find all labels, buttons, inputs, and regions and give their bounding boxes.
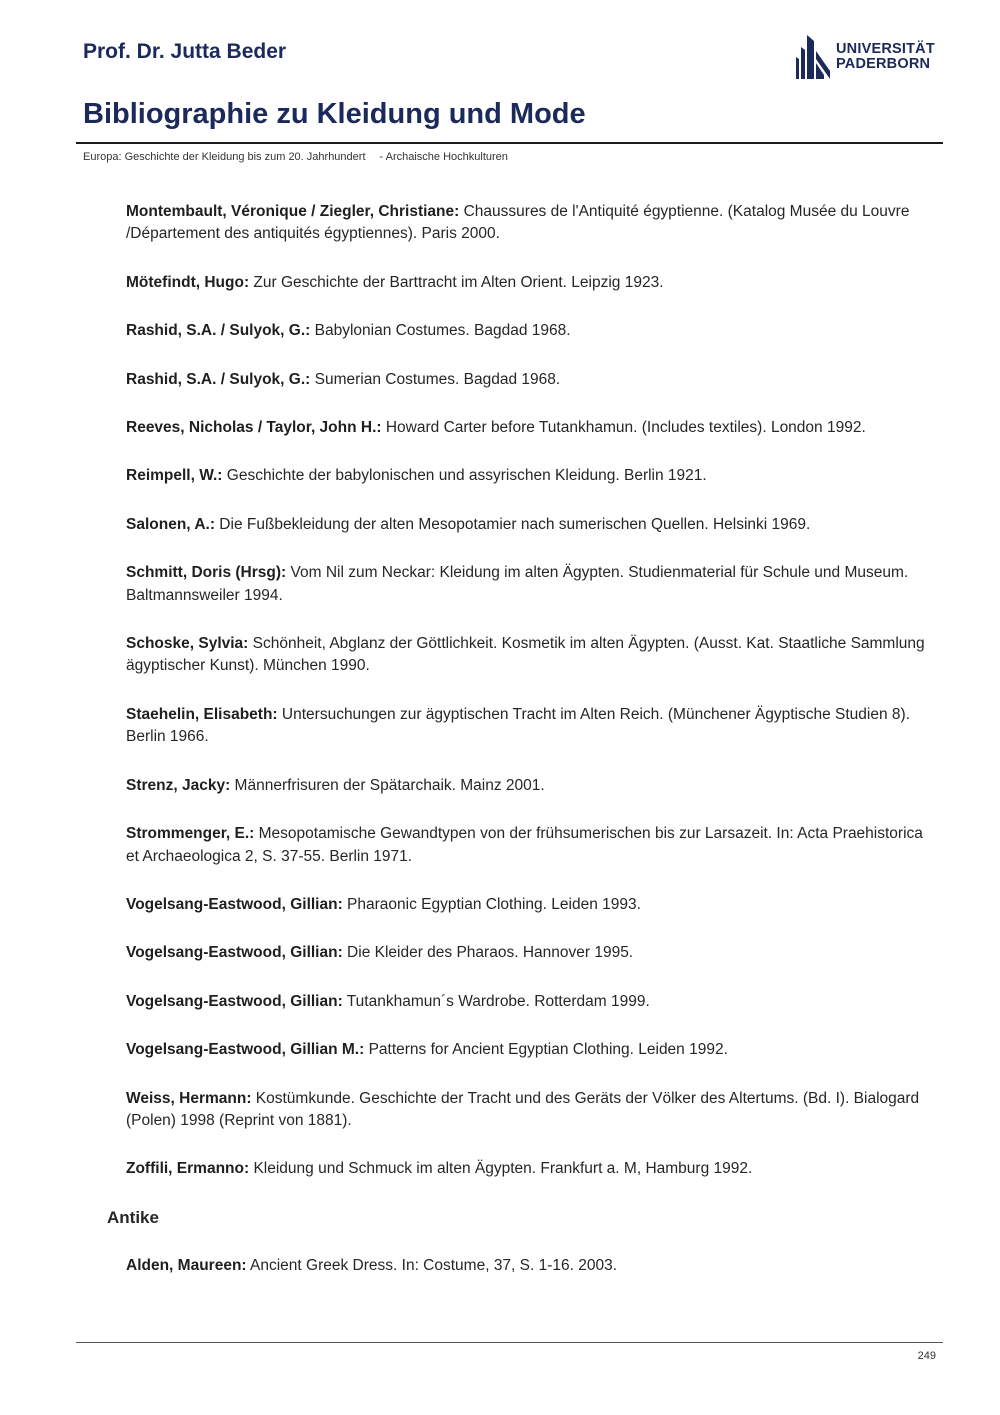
entry-author: Vogelsang-Eastwood, Gillian: [126, 992, 343, 1010]
entry-author: Vogelsang-Eastwood, Gillian M.: [126, 1041, 365, 1059]
bibliography-entry [126, 633, 926, 678]
entry-text: Kleidung und Schmuck im alten Ägypten. Frankfurt a. M, Hamburg 1992. [249, 1160, 753, 1178]
entry-text: Die Kleider des Pharaos. Hannover 1995. [342, 944, 634, 962]
subtitle-category: Europa: Geschichte der Kleidung bis zum 20. Jahrhundert [83, 151, 366, 163]
bibliography-entry [126, 1088, 926, 1133]
entry-author: Strommenger, E.: [126, 825, 255, 843]
entry-author: Zoffili, Ermanno: [126, 1160, 250, 1178]
entry-text: Tutankhamun´s Wardrobe. Rotterdam 1999. [342, 992, 650, 1010]
section-heading: Antike [107, 1207, 159, 1227]
entry-author: Weiss, Hermann: [126, 1089, 252, 1107]
page-number: 249 [917, 1350, 936, 1362]
entry-author: Montembault, Véronique / Ziegler, Christiane: [126, 203, 460, 220]
bibliography-entry [126, 775, 926, 797]
entry-text: Ancient Greek Dress. In: Costume, 37, S. 1-16. 2003. [246, 1256, 618, 1274]
document-title: Bibliographie zu Kleidung und Mode [83, 98, 586, 130]
entry-text: Pharaonic Egyptian Clothing. Leiden 1993. [342, 895, 641, 913]
bibliography-entry [126, 514, 926, 536]
bibliography-entry [126, 704, 926, 749]
bibliography-entry [126, 894, 926, 916]
entry-author: Rashid, S.A. / Sulyok, G.: [126, 322, 311, 340]
university-logo [794, 32, 944, 82]
bibliography-entry [126, 1255, 926, 1277]
bibliography-entry [126, 562, 926, 607]
bibliography-entry [126, 201, 926, 246]
entry-text: Kostümkunde. Geschichte der Tracht und des Geräts der Völker des Altertums. (Bd. I). Bialogard (Polen) 1998 (Reprint von 1881). [126, 1089, 920, 1129]
entry-text: Babylonian Costumes. Bagdad 1968. [310, 322, 571, 340]
entry-author: Reeves, Nicholas / Taylor, John H.: [126, 419, 382, 437]
entry-author: Rashid, S.A. / Sulyok, G.: [126, 370, 311, 388]
bibliography-entry [126, 942, 926, 964]
entry-text: Schönheit, Abglanz der Göttlichkeit. Kosmetik im alten Ägypten. (Ausst. Kat. Staatliche Sammlung ägyptischer Kunst). München 1990. [126, 635, 925, 675]
logo-line-2: PADERBORN [836, 56, 931, 72]
entry-author: Alden, Maureen: [126, 1256, 247, 1274]
bibliography-entry [126, 320, 926, 342]
entry-author: Schmitt, Doris (Hrsg): [126, 564, 287, 582]
entry-author: Mötefindt, Hugo: [126, 273, 250, 291]
entry-text: Mesopotamische Gewandtypen von der frühsumerischen bis zur Larsazeit. In: Acta Praehistorica et Archaeologica 2, S. 37-55. Berlin 1971. [126, 825, 923, 865]
entry-text: Männerfrisuren der Spätarchaik. Mainz 2001. [230, 776, 545, 794]
bibliography-entry [126, 1039, 926, 1061]
entry-text: Untersuchungen zur ägyptischen Tracht im Alten Reich. (Münchener Ägyptische Studien 8). Berlin 1966. [126, 705, 910, 746]
footer-divider [76, 1342, 943, 1343]
entry-text: Vom Nil zum Neckar: Kleidung im alten Ägypten. Studienmaterial für Schule und Museum. Baltmannsweiler 1994. [126, 564, 909, 604]
entry-text: Chaussures de l'Antiquité égyptienne. (Katalog Musée du Louvre /Département des antiquités égyptiennes). Paris 2000. [126, 203, 910, 243]
entry-author: Vogelsang-Eastwood, Gillian: [126, 895, 343, 913]
entry-author: Reimpell, W.: [126, 467, 223, 485]
bibliography-entry [126, 823, 926, 868]
entry-text: Geschichte der babylonischen und assyrischen Kleidung. Berlin 1921. [222, 467, 707, 485]
bibliography-entry [126, 465, 926, 487]
title-divider [76, 142, 943, 144]
bibliography-list [107, 201, 926, 1303]
university-logo-icon [794, 33, 831, 81]
entry-text: Die Fußbekleidung der alten Mesopotamier nach sumerischen Quellen. Helsinki 1969. [215, 515, 811, 533]
logo-line-1: UNIVERSITÄT [836, 41, 935, 57]
subtitle [83, 151, 508, 163]
bibliography-entry [126, 1158, 926, 1180]
entry-author: Schoske, Sylvia: [126, 635, 249, 653]
entry-text: Sumerian Costumes. Bagdad 1968. [310, 370, 561, 388]
entry-text: Patterns for Ancient Egyptian Clothing. Leiden 1992. [364, 1041, 728, 1059]
bibliography-entry [126, 272, 926, 294]
bibliography-entry [126, 991, 926, 1013]
entry-author: Staehelin, Elisabeth: [126, 705, 278, 723]
subtitle-subcategory: - Archaische Hochkulturen [379, 151, 508, 163]
author-name: Prof. Dr. Jutta Beder [83, 40, 287, 63]
entry-text: Howard Carter before Tutankhamun. (Includes textiles). London 1992. [381, 419, 866, 437]
entry-author: Salonen, A.: [126, 515, 215, 533]
entry-author: Strenz, Jacky: [126, 776, 231, 794]
bibliography-entry [126, 417, 926, 439]
bibliography-entry [126, 369, 926, 391]
entry-author: Vogelsang-Eastwood, Gillian: [126, 944, 343, 962]
entry-text: Zur Geschichte der Barttracht im Alten Orient. Leipzig 1923. [249, 273, 664, 291]
